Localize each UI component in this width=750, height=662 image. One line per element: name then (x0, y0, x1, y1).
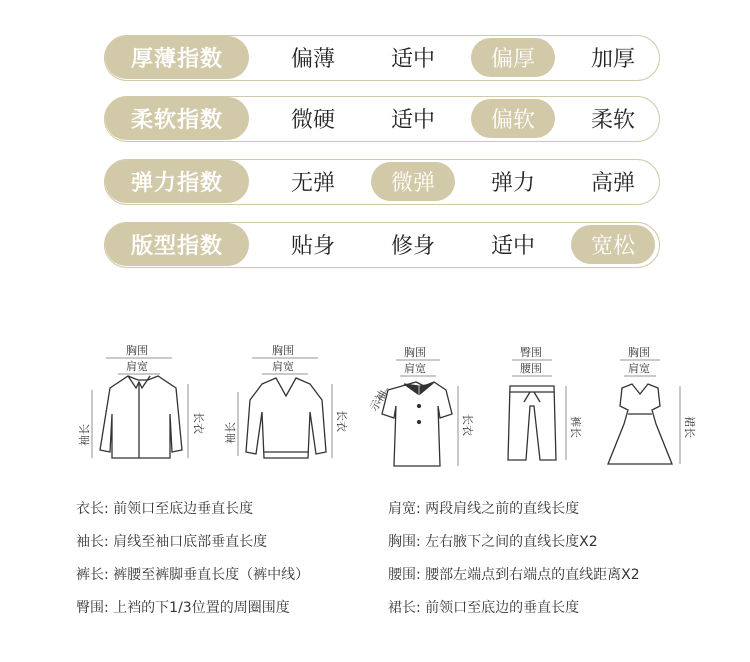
index-row (104, 222, 660, 268)
index-option-selected[interactable]: 宽松 (571, 225, 655, 264)
index-row-title: 弹力指数 (105, 160, 249, 203)
jacket-right: 长衣 (192, 412, 205, 434)
index-row (104, 35, 660, 81)
index-row-title: 厚薄指数 (105, 36, 249, 79)
shirt-top2: 肩宽 (404, 362, 426, 375)
definition-item: 腰围: 腰部左端点到右端点的直线距离X2 (388, 567, 640, 583)
definition-item: 臀围: 上裆的下1/3位置的周圈围度 (76, 600, 290, 616)
index-option[interactable]: 高弹 (590, 171, 635, 196)
sweater-figure (238, 358, 332, 458)
jacket-top2: 肩宽 (126, 360, 148, 373)
dress-top1: 胸围 (628, 346, 650, 359)
definition-item: 裤长: 裤腰至裤脚垂直长度（裤中线） (76, 567, 310, 583)
index-option[interactable]: 弹力 (490, 171, 535, 196)
dress-right: 裙长 (683, 416, 696, 438)
dress-top2: 肩宽 (628, 362, 650, 375)
shirt-top1: 胸围 (404, 346, 426, 359)
shirt-right: 长衣 (461, 414, 474, 436)
index-row-title: 版型指数 (105, 223, 249, 266)
jacket-left: 袖长 (78, 424, 91, 446)
sweater-right: 长衣 (335, 410, 348, 432)
definition-item: 袖长: 肩线至袖口底部垂直长度 (76, 534, 268, 550)
index-option-selected[interactable]: 偏软 (471, 99, 555, 138)
shirt-left: 示袖 (367, 387, 390, 414)
index-row (104, 96, 660, 142)
pants-figure (508, 360, 566, 460)
pants-top1: 臀围 (520, 346, 542, 359)
definition-item: 肩宽: 两段肩线之前的直线长度 (388, 501, 580, 517)
sweater-left: 袖长 (224, 422, 237, 444)
index-option[interactable]: 柔软 (590, 108, 635, 133)
dress-figure (608, 360, 680, 464)
index-option[interactable]: 适中 (390, 108, 435, 133)
index-option[interactable]: 偏薄 (290, 47, 335, 72)
index-option[interactable]: 适中 (490, 234, 535, 259)
sweater-top1: 胸围 (272, 344, 294, 357)
definition-item: 衣长: 前领口至底边垂直长度 (76, 501, 254, 517)
jacket-top1: 胸围 (126, 344, 148, 357)
jacket-figure (92, 358, 188, 458)
index-option[interactable]: 适中 (390, 47, 435, 72)
sweater-top2: 肩宽 (272, 360, 294, 373)
index-option[interactable]: 修身 (390, 234, 435, 259)
garment-figures (0, 340, 750, 480)
index-row (104, 159, 660, 205)
definition-item: 胸围: 左右腋下之间的直线长度X2 (388, 534, 598, 550)
index-option[interactable]: 微硬 (290, 108, 335, 133)
index-option[interactable]: 加厚 (590, 47, 635, 72)
definition-item: 裙长: 前领口至底边的垂直长度 (388, 600, 580, 616)
index-option-selected[interactable]: 偏厚 (471, 38, 555, 77)
pants-top2: 腰围 (520, 362, 542, 375)
index-option[interactable]: 贴身 (290, 234, 335, 259)
pants-right: 裤长 (569, 416, 582, 438)
index-option-selected[interactable]: 微弹 (371, 162, 455, 201)
index-row-title: 柔软指数 (105, 97, 249, 140)
shirt-figure (378, 360, 458, 466)
index-option[interactable]: 无弹 (290, 171, 335, 196)
